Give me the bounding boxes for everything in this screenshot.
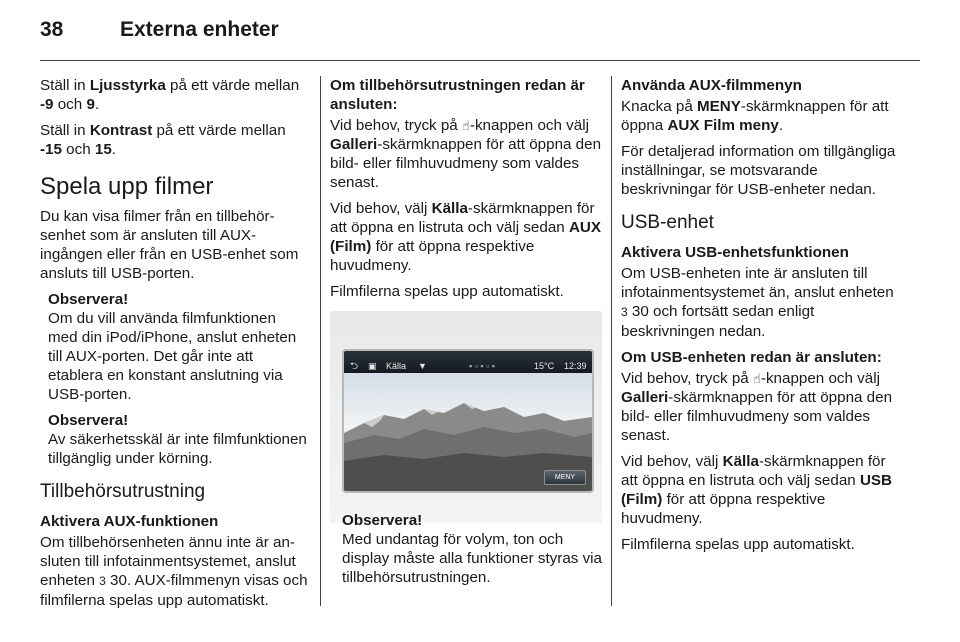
aux-paragraph: [40, 533, 308, 610]
subheading-activate-usb: Aktivera USB-enhetsfunktionen: [621, 244, 849, 261]
usb-autoplay-paragraph: Filmfilerna spelas upp automatiskt.: [621, 536, 855, 553]
brightness-paragraph: [40, 76, 308, 114]
screen-frame: [342, 349, 594, 493]
text: -skärmknappen för att öppna: [621, 98, 889, 134]
text: -skärmknappen för att öppna den bild- eller filmhuvudmeny som valdes senast.: [621, 389, 893, 444]
text: och: [61, 141, 95, 158]
term-menu: MENY: [697, 98, 741, 115]
note-2: [40, 411, 308, 468]
column-2: [330, 76, 602, 586]
text: på ett värde mellan: [152, 122, 286, 139]
term-aux-film: AUX (Film): [330, 219, 602, 255]
note-text: Om du vill använda filmfunktionen med din iPod/iPhone, anslut enheten till AUX-porten. Det går inte att etablera en konstant anslutning via USB-porten.: [48, 310, 297, 403]
usb-gallery-paragraph: [621, 369, 903, 445]
note-text: Av säkerhetsskäl är inte filmfunktionen tillgänglig under körning.: [48, 431, 307, 467]
screen-status-bar: [344, 351, 592, 373]
heading-usb: USB-enhet: [621, 212, 714, 233]
text: Om USB-enheten inte är ansluten till infotainmentsystemet än, anslut enheten: [621, 265, 894, 301]
value-min: -15: [40, 141, 62, 158]
temperature: 15°C: [534, 361, 555, 371]
usb-source-paragraph: [621, 452, 903, 528]
text: .: [111, 141, 117, 158]
usb-connect-paragraph: [621, 264, 903, 341]
heading-play-movies: Spela upp filmer: [40, 173, 214, 200]
value-max: 15: [94, 141, 112, 158]
term-contrast: Kontrast: [89, 122, 153, 139]
text: Ställ in: [40, 122, 90, 139]
page-number: 38: [40, 18, 64, 41]
text: Knacka på: [621, 98, 697, 115]
text: .: [94, 96, 100, 113]
heading-accessory: Tillbehörsutrustning: [40, 481, 206, 502]
column-1: [40, 76, 308, 617]
text: -knappen och välj: [469, 117, 589, 134]
text: -skärmknappen för att öppna en listruta och välj sedan: [330, 200, 595, 236]
text: Vid behov, välj: [621, 453, 723, 470]
term-gallery: Galleri: [330, 136, 378, 153]
text: för att öppna respektive huvudmeny.: [621, 491, 826, 527]
text: Vid behov, tryck på: [330, 117, 462, 134]
note-title: Observera!: [48, 412, 129, 429]
value-min: -9: [40, 96, 54, 113]
home-button-icon: ☝: [461, 118, 470, 133]
text: -knappen och välj: [760, 370, 880, 387]
term-source: Källa: [431, 200, 468, 217]
text: -skärmknappen för att öppna den bild- eller filmhuvudmeny som valdes senast.: [330, 136, 602, 191]
subheading-activate-aux: Aktivera AUX-funktionen: [40, 513, 219, 530]
source-label: Källa: [386, 361, 407, 371]
autoplay-paragraph: Filmfilerna spelas upp automatiskt.: [330, 283, 564, 300]
back-icon: ⮌: [350, 361, 359, 372]
note-title: Observera!: [342, 512, 423, 529]
term-aux-film-menu: AUX Film meny: [667, 117, 779, 134]
home-button-icon: ☝: [752, 371, 761, 386]
text: .: [778, 117, 784, 134]
value-max: 9: [86, 96, 95, 113]
note-text: Med undantag för volym, ton och display måste alla funktioner styras via tillbehörsutrustningen.: [342, 531, 602, 586]
details-paragraph: För detaljerad information om tillgängliga inställningar, se motsvarande beskrivningar för USB-enheter nedan.: [621, 143, 896, 198]
page-reference-arrow-icon: 3: [621, 305, 628, 319]
term-gallery: Galleri: [621, 389, 669, 406]
contrast-paragraph: [40, 121, 308, 159]
gallery-paragraph: [330, 116, 602, 192]
text: på ett värde mellan: [165, 77, 300, 94]
text: 30 och fortsätt sedan enligt beskrivningen nedan.: [621, 303, 815, 340]
movie-frame: [344, 373, 592, 491]
note-3: [342, 511, 604, 587]
menu-button[interactable]: MENY: [544, 470, 586, 485]
clock: 12:39: [564, 361, 587, 371]
page-reference-arrow-icon: 3: [99, 574, 106, 588]
note-title: Observera!: [48, 291, 129, 308]
header-divider: [40, 60, 920, 61]
text: Om tillbehörsenheten ännu inte är ansluten till infotainmentsystemet, anslut enheten: [40, 534, 296, 589]
text: 30. AUX-filmmenyn visas och filmfilerna spelas upp automatiskt.: [40, 572, 308, 609]
text: -skärmknappen för att öppna en listruta och välj sedan: [621, 453, 886, 489]
term-usb-film: USB (Film): [621, 472, 893, 508]
text: Ställ in: [40, 77, 90, 94]
chapter-title: Externa enheter: [120, 18, 279, 41]
text: och: [53, 96, 87, 113]
source-paragraph: [330, 199, 602, 275]
text: Vid behov, välj: [330, 200, 432, 217]
subheading-usb-connected: Om USB-enheten redan är ansluten:: [621, 349, 882, 366]
page-header: [40, 18, 920, 54]
gallery-icon: ▣: [368, 361, 377, 371]
subheading-aux-menu: Använda AUX-filmmenyn: [621, 77, 802, 94]
column-3: [621, 76, 903, 561]
menu-paragraph: [621, 97, 903, 135]
column-divider-2: [611, 76, 612, 606]
status-icons: ▪ ▫ ▪ ▫ ▪: [469, 361, 495, 371]
term-brightness: Ljusstyrka: [89, 77, 166, 94]
column-divider-1: [320, 76, 321, 606]
chevron-down-icon: ▼: [418, 361, 427, 371]
play-intro-paragraph: Du kan visa filmer från en tillbehörsenhet som är ansluten till AUX-ingången eller från en USB-enhet som ansluts till USB-porten.: [40, 208, 299, 282]
infotainment-screenshot: [330, 311, 602, 586]
subheading-accessory-connected: Om tillbehörsutrustningen redan är ansluten:: [330, 77, 585, 113]
term-source: Källa: [722, 453, 759, 470]
note-1: [40, 290, 308, 404]
text: för att öppna respektive huvudmeny.: [330, 238, 535, 274]
text: Vid behov, tryck på: [621, 370, 753, 387]
